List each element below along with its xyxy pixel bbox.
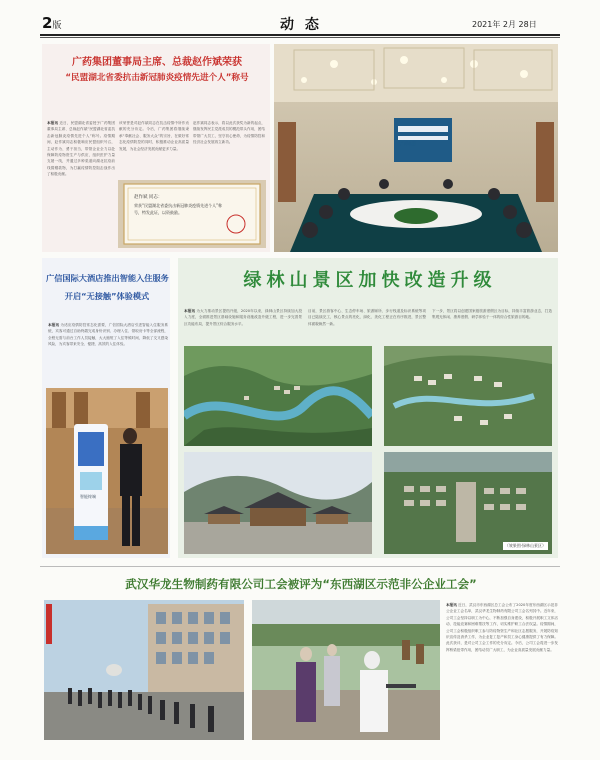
article-union-byline: 本报讯 — [446, 603, 457, 607]
article-scenic-byline: 本报讯 — [184, 309, 196, 313]
article-award-title-1: 广药集团董事局主席、总裁赵作斌荣获 — [72, 57, 242, 68]
scenic-caption: （效果图·绿林山景区） — [504, 543, 546, 548]
union-disinfection-photo — [252, 600, 440, 740]
page-number: 2版 — [42, 14, 62, 32]
meeting-photo — [274, 44, 558, 252]
scenic-village-render — [384, 452, 552, 554]
article-union-text — [446, 602, 558, 742]
certificate-text: 荣获“民盟湖北省委抗击新冠肺炎疫情先进个人”称号，特发此证，以资鼓励。 — [134, 203, 223, 215]
certificate-name: 赵作斌 同志： — [134, 195, 163, 200]
article-union-title: 武汉华龙生物制药有限公司工会被评为“东西湖区示范非公企业工会” — [125, 577, 477, 591]
article-scenic-col-3: 下一步，景区将以创建国家级旅游度假区为目标，持续丰富旅游业态，打造集观光休闲、康养度假、研学体验于一体的综合性旅游目的地。 — [432, 309, 552, 320]
article-hotel-body: 为适应疫情防控常态化需要，广信国际大酒店引进智能入住服务系统，宾客可通过自助终端完成身份识别、办理入住、领取房卡等全部流程，全程无需与前台工作人员接触，大大缩短了入住等候时间，降低了交叉感染风险，为宾客带来安全、便捷、高效的入住体验。 — [48, 323, 168, 347]
article-union-body: 近日，武汉市东西湖区总工会公布了2020年度东西湖区示范非公企业工会名单，武汉华龙生物制药有限公司工会名列其中。近年来，公司工会坚持以职工为中心，不断加强自身建设，积极开展职工文体活动、技能竞赛和困难帮扶等工作，切实维护职工合法权益。疫情期间，公司工会积极组织职工参与防疫物资生产和社区志愿服务，开展防疫知识宣传及消杀工作，为企业复工复产和员工身心健康提供了有力保障。此次获评，是对公司工会工作的充分肯定。今后，公司工会将进一步发挥桥梁纽带作用，团结动员广大职工，为企业高质量发展贡献力量。 — [446, 603, 558, 652]
article-union-rule — [40, 566, 560, 567]
issue-date: 2021年 2月 28日 — [472, 20, 537, 29]
section-title: 动 态 — [280, 17, 322, 33]
article-award-col-3: 赵作斌同志表示，将以此次获奖为新的起点，继续发挥民主党派成员的模范带头作用，团结带领广大员工，坚守初心使命，为疫情防控和经济社会发展再立新功。 — [193, 121, 265, 145]
union-street-photo — [44, 600, 244, 740]
article-award-byline: 本报讯 — [47, 121, 59, 125]
kiosk-photo — [46, 388, 168, 554]
article-award-title-2: “民盟湖北省委抗击新冠肺炎疫情先进个人”称号 — [65, 73, 249, 83]
article-award-col-1 — [47, 120, 115, 176]
scenic-aerial-river — [184, 346, 372, 446]
article-hotel-text — [48, 322, 168, 380]
header-rule — [40, 34, 560, 36]
article-award-col-2: 该荣誉是对赵作斌同志在抗击疫情中所作贡献的充分肯定。今后，广药集团将继续秉承“奉献社会、服务大众”的宗旨，在做好常态化疫情防控的同时，积极推动企业高质量发展，为社会经济发展贡献更多力量。 — [119, 121, 189, 151]
header-rule-thin — [40, 37, 560, 38]
article-hotel-title-1: 广信国际大酒店推出智能入住服务 — [46, 273, 169, 283]
article-scenic-col-1 — [184, 308, 302, 338]
scenic-aerial-resort — [384, 346, 552, 446]
meeting-table-sign: 广药集团 — [400, 141, 416, 146]
article-scenic-title: 绿林山景区加快改造升级 — [243, 270, 497, 291]
article-hotel-title-2: 开启“无接触”体验模式 — [64, 291, 150, 301]
article-hotel-byline: 本报讯 — [48, 323, 60, 327]
page-number-suffix: 版 — [52, 21, 62, 31]
certificate-photo — [118, 180, 266, 248]
kiosk-label: 智能终端 — [80, 494, 96, 499]
article-award-col-1-text: 近日，民盟湖北省委授予广药集团董事局主席、总裁赵作斌“民盟湖北省委抗击新冠肺炎疫情先进个人”称号。疫情期间，赵作斌同志积极响应民盟组织号召，主动作为、勇于担当，带领企业全力以赴保障防疫物资生产与供应，组织医护力量支援一线，并通过多种渠道向湖北抗疫前线捐赠款物，为打赢疫情防控阻击战作出了积极贡献。 — [47, 121, 115, 176]
article-scenic-col-1-text: 为大力推动景区提档升级，2020年以来，绿林山景区持续加大投入力度，全面推进景区基础设施和服务设施改造升级工程，进一步完善景区功能布局，提升景区综合服务水平。 — [184, 309, 302, 326]
scenic-gate-render — [184, 452, 372, 554]
article-scenic-col-2: 目前，景区游客中心、生态停车场、旅游厕所、步行栈道及标识系统等项目已陆续完工，核心景点的亮化、绿化、美化工程正在有序推进，景区整体面貌焕然一新。 — [308, 309, 426, 326]
